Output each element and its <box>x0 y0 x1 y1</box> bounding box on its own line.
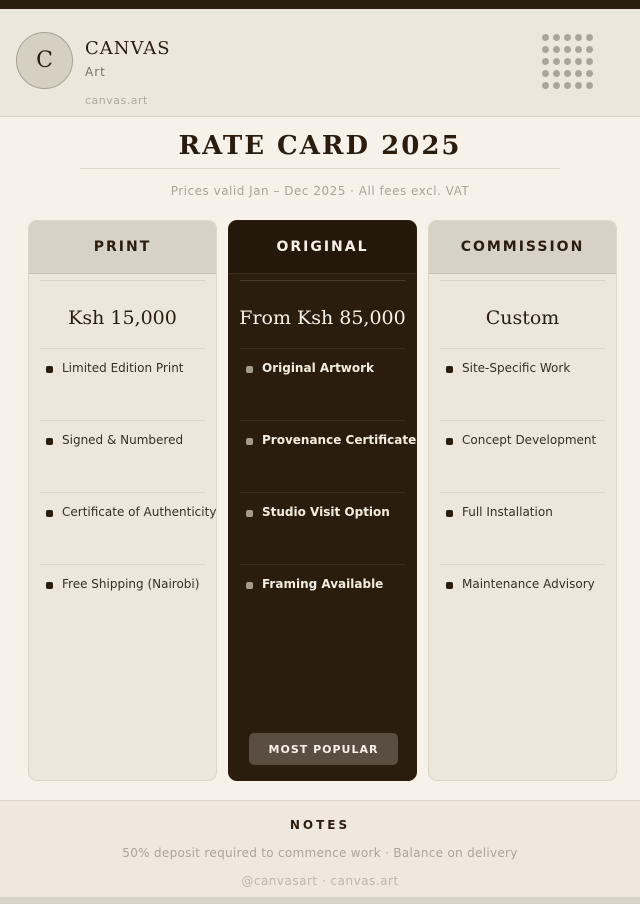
feature-list <box>240 348 417 636</box>
brand-name: CANVAS <box>85 38 171 59</box>
page-header <box>0 9 640 117</box>
most-popular-badge: MOST POPULAR <box>249 733 398 765</box>
feature-text: Maintenance Advisory <box>462 577 595 591</box>
page-subtitle: Prices valid Jan – Dec 2025 · All fees excl. VAT <box>170 184 470 198</box>
bullet-icon <box>446 438 453 445</box>
feature-text: Limited Edition Print <box>62 361 184 375</box>
bullet-icon <box>246 366 253 373</box>
card-header: ORIGINAL <box>229 221 416 274</box>
feature-list <box>440 348 605 636</box>
pricing-card-original <box>228 220 417 781</box>
logo-monogram: C <box>16 32 73 89</box>
card-price: Custom <box>485 307 560 329</box>
feature-text: Concept Development <box>462 433 597 447</box>
card-price: Ksh 15,000 <box>68 307 177 329</box>
card-price: From Ksh 85,000 <box>239 307 406 329</box>
feature-item <box>240 420 417 492</box>
feature-item <box>40 348 205 420</box>
notes-text: 50% deposit required to commence work · Balance on delivery <box>122 846 518 860</box>
bullet-icon <box>46 510 53 517</box>
dot-grid-decoration <box>542 34 598 90</box>
notes-title: NOTES <box>289 818 351 832</box>
feature-text: Site-Specific Work <box>462 361 571 375</box>
bullet-icon <box>46 438 53 445</box>
feature-item <box>440 420 605 492</box>
bottom-accent-bar <box>0 897 640 904</box>
card-divider <box>440 280 605 281</box>
bullet-icon <box>446 510 453 517</box>
feature-list <box>40 348 217 636</box>
social-links: @canvasart · canvas.art <box>241 874 399 888</box>
notes-section <box>0 800 640 897</box>
feature-text: Provenance Certificate <box>262 433 417 447</box>
feature-item <box>40 564 205 636</box>
feature-text: Free Shipping (Nairobi) <box>62 577 200 591</box>
card-divider <box>240 280 405 281</box>
feature-text: Full Installation <box>462 505 553 519</box>
feature-item <box>40 420 205 492</box>
card-divider <box>40 280 205 281</box>
bullet-icon <box>46 366 53 373</box>
bullet-icon <box>446 366 453 373</box>
feature-text: Certificate of Authenticity <box>62 505 217 519</box>
pricing-card-commission <box>428 220 617 781</box>
card-header: PRINT <box>29 221 216 274</box>
feature-text: Signed & Numbered <box>62 433 184 447</box>
feature-item <box>440 492 605 564</box>
feature-text: Original Artwork <box>262 361 375 375</box>
pricing-card-print <box>28 220 217 781</box>
brand-url: canvas.art <box>85 94 148 107</box>
feature-item <box>240 564 405 636</box>
card-header: COMMISSION <box>429 221 616 274</box>
bullet-icon <box>46 582 53 589</box>
feature-item <box>40 492 217 564</box>
bullet-icon <box>246 582 253 589</box>
feature-item <box>240 348 405 420</box>
title-divider <box>80 168 560 169</box>
bullet-icon <box>446 582 453 589</box>
feature-item <box>240 492 405 564</box>
bullet-icon <box>246 438 253 445</box>
feature-text: Studio Visit Option <box>262 505 390 519</box>
feature-text: Framing Available <box>262 577 384 591</box>
feature-item <box>440 348 605 420</box>
bullet-icon <box>246 510 253 517</box>
brand-subtitle: Art <box>85 65 106 79</box>
page-title: RATE CARD 2025 <box>178 131 462 161</box>
top-accent-bar <box>0 0 640 9</box>
feature-item <box>440 564 605 636</box>
